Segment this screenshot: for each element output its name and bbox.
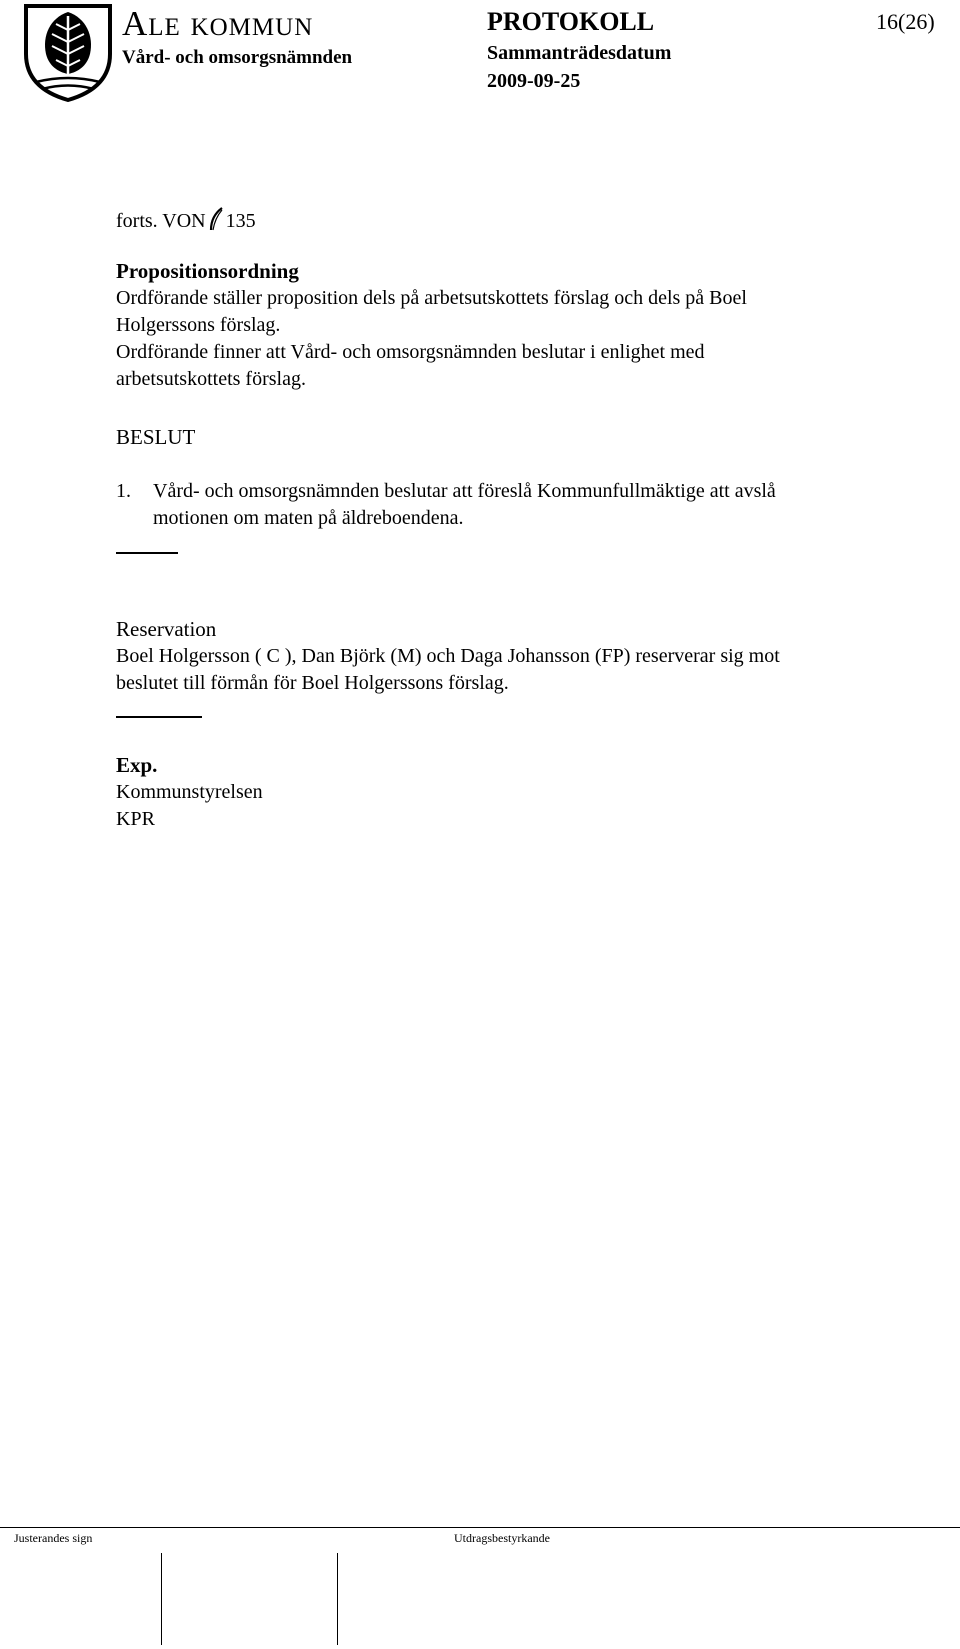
utdragsbestyrkande-label: Utdragsbestyrkande [454, 1531, 550, 1545]
beslut-item-number: 1. [116, 480, 131, 502]
meeting-date-label: Sammanträdesdatum [487, 42, 672, 64]
document-type: PROTOKOLL [487, 7, 655, 36]
section-mark-icon [208, 206, 224, 232]
beslut-heading: BESLUT [116, 425, 196, 449]
reservation-line: Boel Holgersson ( C ), Dan Björk (M) och Daga Johansson (FP) reserverar sig mot [116, 645, 780, 667]
signature-box-divider [161, 1553, 162, 1645]
separator-rule [116, 716, 202, 718]
signature-box-divider [337, 1553, 338, 1645]
justerandes-sign-label: Justerandes sign [14, 1531, 93, 1545]
propositionsordning-heading: Propositionsordning [116, 259, 299, 283]
exp-recipient: Kommunstyrelsen [116, 781, 263, 803]
continuation-line [116, 206, 256, 235]
propositionsordning-line: Ordförande finner att Vård- och omsorgsnämnden beslutar i enlighet med [116, 341, 705, 363]
footer-rule [0, 1527, 960, 1528]
exp-heading: Exp. [116, 753, 158, 777]
reservation-heading: Reservation [116, 617, 217, 641]
propositionsordning-line: arbetsutskottets förslag. [116, 368, 306, 390]
org-name: Ale kommun [122, 4, 314, 43]
reservation-line: beslutet till förmån för Boel Holgerssons förslag. [116, 672, 509, 694]
paragraph-number: 135 [225, 210, 256, 232]
separator-rule [116, 552, 178, 554]
page-number: 16(26) [876, 9, 935, 34]
beslut-item-line: Vård- och omsorgsnämnden beslutar att föreslå Kommunfullmäktige att avslå [153, 480, 776, 502]
propositionsordning-line: Holgerssons förslag. [116, 314, 281, 336]
org-department: Vård- och omsorgsnämnden [122, 47, 353, 68]
ale-kommun-logo [20, 2, 116, 102]
continuation-prefix: forts. VON [116, 210, 206, 232]
meeting-date: 2009-09-25 [487, 70, 581, 92]
propositionsordning-line: Ordförande ställer proposition dels på arbetsutskottets förslag och dels på Boel [116, 287, 747, 309]
beslut-item-line: motionen om maten på äldreboendena. [153, 507, 464, 529]
exp-recipient: KPR [116, 808, 155, 830]
